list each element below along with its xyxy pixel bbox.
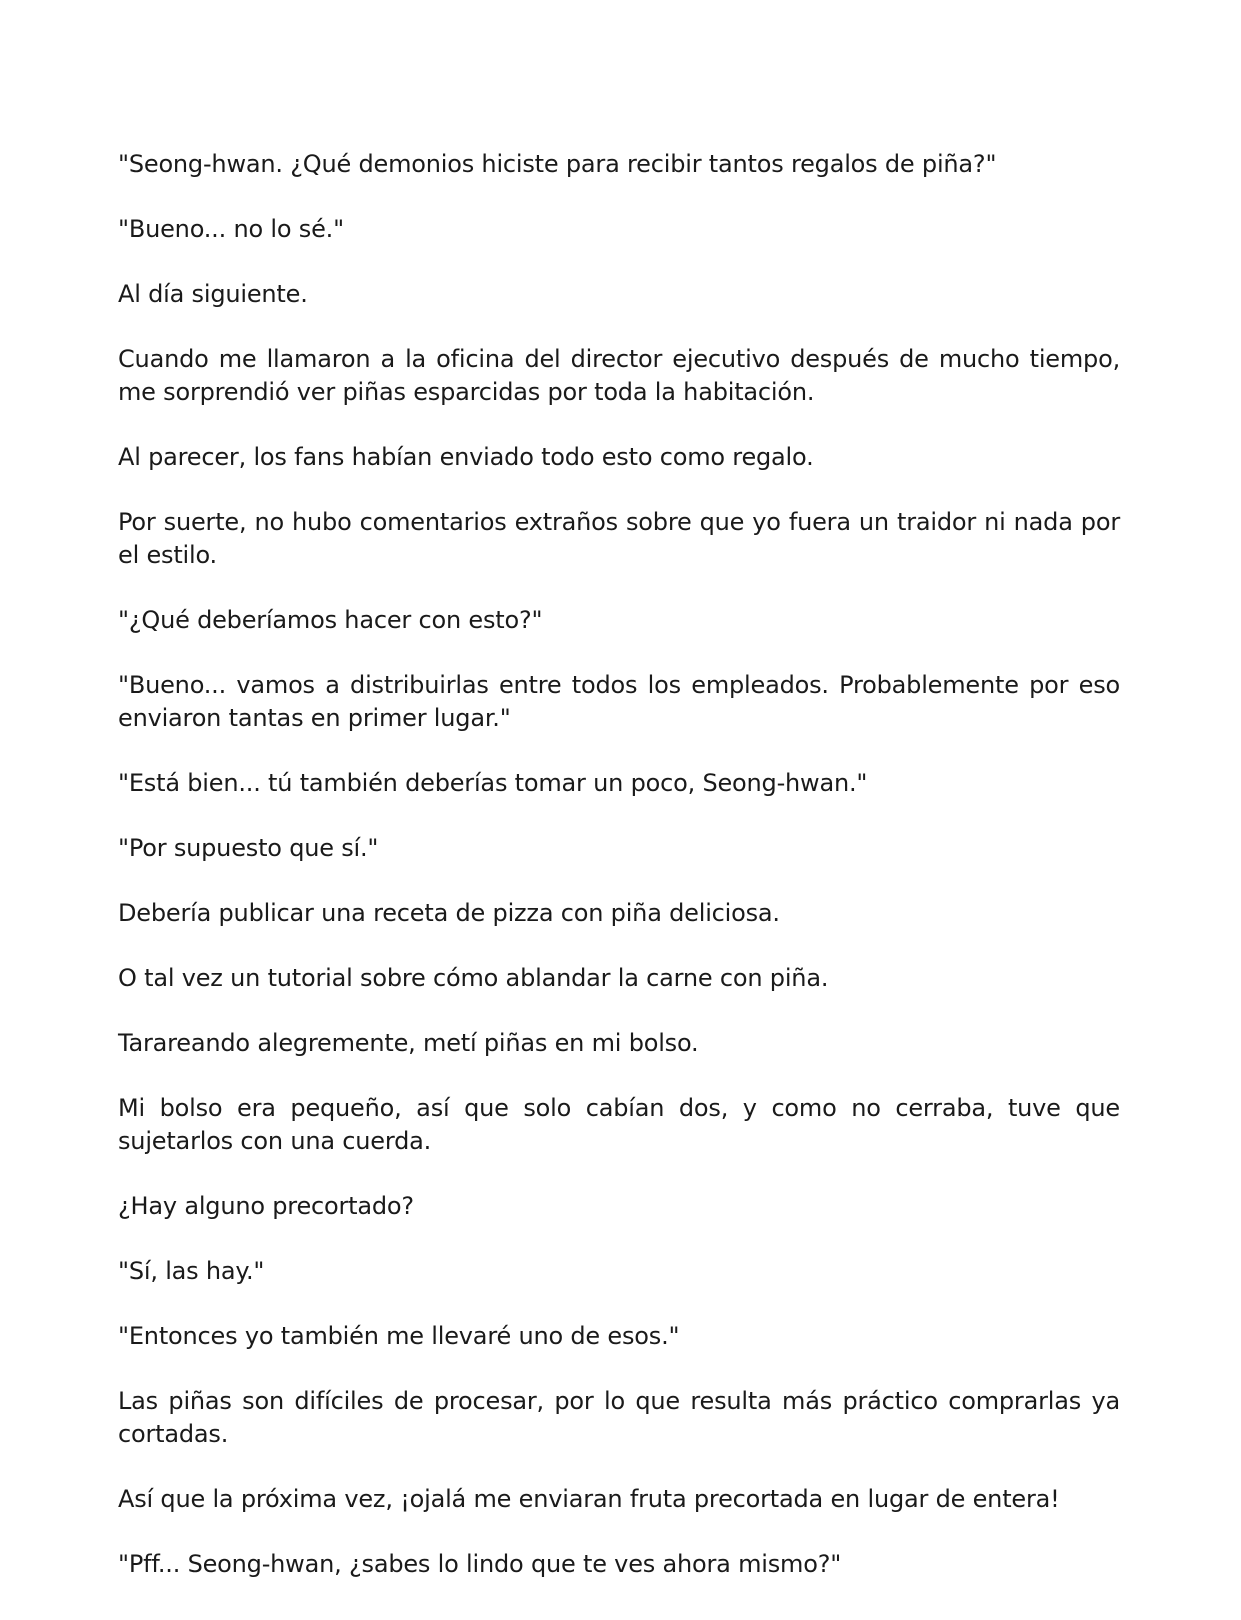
paragraph-2: "Bueno... no lo sé." [118,215,344,243]
paragraph-8: "Bueno... vamos a distribuirlas entre todos los empleados. Probablemente por eso enviaron tantas en primer lugar." [118,671,1120,732]
paragraph-7: "¿Qué deberíamos hacer con esto?" [118,606,543,634]
paragraph-15: ¿Hay alguno precortado? [118,1192,414,1220]
paragraph-14: Mi bolso era pequeño, así que solo cabían dos, y como no cerraba, tuve que sujetarlos con una cuerda. [118,1094,1120,1155]
paragraph-13: Tarareando alegremente, metí piñas en mi bolso. [118,1029,699,1057]
paragraph-4: Cuando me llamaron a la oficina del director ejecutivo después de mucho tiempo, me sorprendió ver piñas esparcidas por toda la habitación. [118,345,1120,406]
paragraph-17: "Entonces yo también me llevaré uno de esos." [118,1322,680,1350]
paragraph-1: "Seong-hwan. ¿Qué demonios hiciste para recibir tantos regalos de piña?" [118,150,997,178]
paragraph-3: Al día siguiente. [118,280,308,308]
paragraph-12: O tal vez un tutorial sobre cómo ablandar la carne con piña. [118,964,829,992]
paragraph-10: "Por supuesto que sí." [118,834,379,862]
paragraph-6: Por suerte, no hubo comentarios extraños sobre que yo fuera un traidor ni nada por el estilo. [118,508,1120,569]
document-page [118,148,1120,1581]
paragraph-20: "Pff... Seong-hwan, ¿sabes lo lindo que te ves ahora mismo?" [118,1550,842,1578]
paragraph-19: Así que la próxima vez, ¡ojalá me enviaran fruta precortada en lugar de entera! [118,1485,1060,1513]
paragraph-11: Debería publicar una receta de pizza con piña deliciosa. [118,899,780,927]
paragraph-16: "Sí, las hay." [118,1257,265,1285]
paragraph-9: "Está bien... tú también deberías tomar un poco, Seong-hwan." [118,769,868,797]
paragraph-5: Al parecer, los fans habían enviado todo esto como regalo. [118,443,814,471]
paragraph-18: Las piñas son difíciles de procesar, por lo que resulta más práctico comprarlas ya cortadas. [118,1387,1120,1448]
